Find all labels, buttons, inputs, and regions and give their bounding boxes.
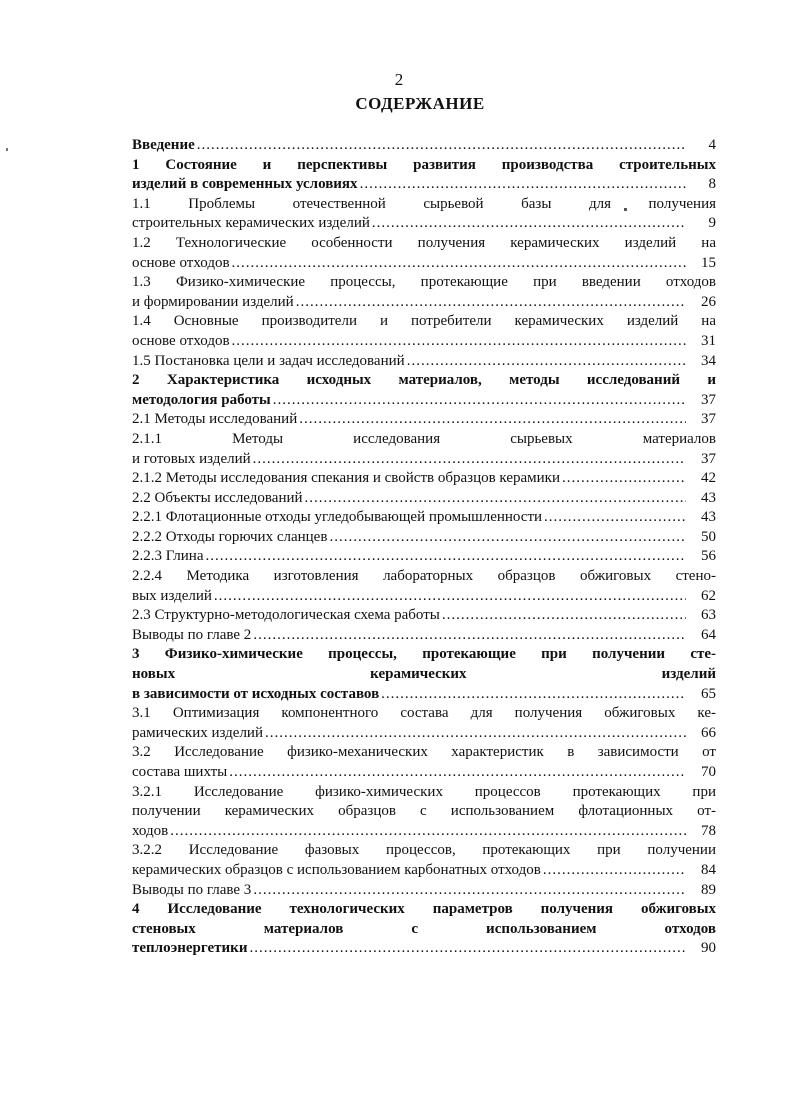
- toc-entry-line: 2 Характеристика исходных материалов, методы исследований и: [132, 372, 716, 389]
- toc-entry-last-line: [132, 547, 716, 567]
- dot-leader: [253, 626, 686, 646]
- toc-page-number: 66: [701, 724, 716, 741]
- toc-entry-line: новых керамических изделий: [132, 666, 716, 683]
- toc-page-number: 43: [701, 489, 716, 506]
- toc-entry-last-line: [132, 626, 716, 646]
- dot-leader: [253, 881, 686, 901]
- toc-entry-title: 2.2.3 Глина: [132, 548, 204, 565]
- toc-entry-title: ходов: [132, 822, 169, 839]
- toc-page-number: 26: [701, 293, 716, 310]
- toc-entry-title: Выводы по главе 3: [132, 881, 252, 898]
- dot-leader: [232, 332, 686, 352]
- toc-entry-title: 2.2.2 Отходы горючих сланцев: [132, 528, 328, 545]
- toc-page-number: 89: [701, 881, 716, 898]
- dot-leader: [265, 724, 686, 744]
- toc-entry: [132, 645, 716, 704]
- toc-entry: [132, 508, 716, 528]
- toc-entry-last-line: [132, 136, 716, 156]
- dot-leader: [232, 254, 686, 274]
- toc-entry-last-line: [132, 469, 716, 489]
- toc-page-number: 70: [701, 764, 716, 780]
- toc-entry-last-line: [132, 214, 716, 234]
- toc-entry: [132, 469, 716, 489]
- toc-entry: [132, 352, 716, 372]
- toc-page-number: 65: [701, 685, 716, 702]
- toc-entry-title: методология работы: [132, 391, 271, 408]
- toc-entry-line: 1 Состояние и перспективы развития производства строительных: [132, 156, 716, 173]
- toc-entry: [132, 136, 716, 156]
- toc-entry-last-line: [132, 450, 716, 470]
- toc-page-number: 15: [701, 254, 716, 271]
- toc-entry-last-line: [132, 587, 716, 607]
- toc-entry-line: 1.3 Физико-химические процессы, протекающие при введении отходов: [132, 274, 716, 291]
- toc-entry-last-line: [132, 606, 716, 626]
- toc-entry: [132, 312, 716, 351]
- dot-leader: [442, 606, 686, 626]
- toc-page-number: 84: [701, 861, 716, 878]
- toc-entry-title: рамических изделий: [132, 724, 263, 741]
- toc-entry-line: 3.2 Исследование физико-механических характеристик в зависимости от: [132, 744, 716, 761]
- dot-leader: [214, 587, 686, 607]
- page-number: 2: [394, 70, 404, 89]
- toc-entry: [132, 783, 716, 842]
- dot-leader: [562, 469, 686, 489]
- dot-leader: [299, 410, 686, 430]
- toc-entry: [132, 156, 716, 195]
- toc-entry-last-line: [132, 391, 716, 411]
- toc-entry: [132, 900, 716, 959]
- toc-entry: [132, 195, 716, 234]
- toc-entry-last-line: [132, 332, 716, 352]
- toc-entry-title: состава шихты: [132, 764, 228, 780]
- toc-entry-last-line: [132, 939, 716, 959]
- toc-entry-title: в зависимости от исходных составов: [132, 685, 380, 702]
- toc-entry: [132, 547, 716, 567]
- toc-entry-title: Выводы по главе 2: [132, 626, 252, 643]
- toc-entry-last-line: [132, 763, 716, 783]
- toc-entry-title: теплоэнергетики: [132, 940, 248, 957]
- toc-entry-title: 2.1 Методы исследований: [132, 411, 298, 428]
- toc-page-number: 62: [701, 587, 716, 604]
- toc-entry: [132, 881, 716, 901]
- scan-speck: [6, 148, 8, 151]
- toc-entry-line: 2.2.4 Методика изготовления лабораторных образцов обжиговых стено-: [132, 568, 716, 585]
- toc-entry-line: 4 Исследование технологических параметров получения обжиговых: [132, 901, 716, 918]
- toc-entry: [132, 743, 716, 782]
- toc-page-number: 78: [701, 822, 716, 839]
- toc-page-number: 31: [701, 332, 716, 349]
- toc-entry-line: 3.1 Оптимизация компонентного состава для получения обжиговых ке-: [132, 705, 716, 722]
- toc-page-number: 43: [701, 509, 716, 526]
- toc-entry-last-line: [132, 861, 716, 881]
- dot-leader: [329, 528, 686, 548]
- toc-entry-line: получении керамических образцов с использованием флотационных от-: [132, 803, 716, 820]
- dot-leader: [544, 508, 686, 528]
- toc-entry-title: основе отходов: [132, 254, 230, 271]
- toc-page-number: 37: [701, 411, 716, 428]
- toc-page-number: 63: [701, 607, 716, 624]
- toc-entry-last-line: [132, 254, 716, 274]
- toc-entry-line: 3.2.2 Исследование фазовых процессов, протекающих при получении: [132, 842, 716, 859]
- toc-entry-last-line: [132, 508, 716, 528]
- toc-entry: [132, 410, 716, 430]
- dot-leader: [206, 547, 687, 567]
- toc-entry-title: вых изделий: [132, 587, 212, 604]
- toc-entry-title: 2.3 Структурно-методологическая схема работы: [132, 607, 440, 624]
- dot-leader: [296, 293, 686, 313]
- toc-entry-last-line: [132, 293, 716, 313]
- dot-leader: [249, 939, 686, 959]
- dot-leader: [381, 685, 686, 705]
- toc-page-number: 64: [701, 626, 716, 643]
- toc-entry: [132, 528, 716, 548]
- toc-entry-line: 1.2 Технологические особенности получения керамических изделий на: [132, 234, 716, 251]
- toc-page-number: 4: [708, 137, 716, 153]
- toc-page-number: 37: [701, 450, 716, 467]
- toc-entry-title: 2.2.1 Флотационные отходы угледобывающей промышленности: [132, 509, 543, 526]
- dot-leader: [360, 175, 686, 195]
- toc-entry-last-line: [132, 175, 716, 195]
- toc-page-number: 56: [701, 548, 716, 565]
- dot-leader: [197, 136, 686, 156]
- dot-leader: [407, 352, 686, 372]
- toc-entry-last-line: [132, 881, 716, 901]
- toc-entry: [132, 704, 716, 743]
- toc-entry-title: 2.1.2 Методы исследования спекания и свойств образцов керамики: [132, 470, 560, 487]
- toc-entry-last-line: [132, 489, 716, 509]
- dot-leader: [372, 214, 686, 234]
- toc-entry-title: 1.5 Постановка цели и задач исследований: [132, 352, 405, 369]
- toc-page-number: 50: [701, 528, 716, 545]
- toc-entry: [132, 430, 716, 469]
- toc-page-number: 9: [708, 215, 716, 232]
- toc-entry-last-line: [132, 352, 716, 372]
- toc-entry-title: керамических образцов с использованием карбонатных отходов: [132, 861, 541, 878]
- toc-entry-title: изделий в современных условиях: [132, 176, 358, 193]
- toc-entry: [132, 234, 716, 273]
- dot-leader: [543, 861, 686, 881]
- toc-entry: [132, 606, 716, 626]
- toc-entry: [132, 841, 716, 880]
- toc-entry-last-line: [132, 410, 716, 430]
- toc-heading: СОДЕРЖАНИЕ: [355, 94, 485, 113]
- toc-entry-title: строительных керамических изделий: [132, 215, 370, 232]
- toc-entry-last-line: [132, 822, 716, 842]
- toc-page-number: 42: [701, 470, 716, 487]
- toc-entry-line: 3.2.1 Исследование физико-химических процессов протекающих при: [132, 783, 716, 800]
- dot-leader: [170, 822, 686, 842]
- dot-leader: [229, 763, 686, 783]
- table-of-contents: [132, 136, 716, 959]
- toc-entry: [132, 567, 716, 606]
- toc-entry-last-line: [132, 724, 716, 744]
- toc-entry-line: стеновых материалов с использованием отходов: [132, 920, 716, 937]
- dot-leader: [253, 450, 686, 470]
- dot-leader: [305, 489, 686, 509]
- toc-page-number: 90: [701, 940, 716, 957]
- toc-entry-title: и готовых изделий: [132, 450, 251, 467]
- toc-entry: [132, 273, 716, 312]
- toc-entry-title: и формировании изделий: [132, 293, 294, 310]
- dot-leader: [273, 391, 686, 411]
- toc-entry-title: 2.2 Объекты исследований: [132, 489, 303, 506]
- toc-entry-last-line: [132, 685, 716, 705]
- toc-entry: [132, 371, 716, 410]
- toc-entry: [132, 626, 716, 646]
- toc-entry-last-line: [132, 528, 716, 548]
- toc-entry-line: 1.4 Основные производители и потребители керамических изделий на: [132, 313, 716, 330]
- toc-entry-line: 3 Физико-химические процессы, протекающие при получении сте-: [132, 646, 716, 663]
- toc-page-number: 37: [701, 391, 716, 408]
- toc-entry: [132, 489, 716, 509]
- toc-page-number: 34: [701, 352, 716, 369]
- toc-entry-line: 2.1.1 Методы исследования сырьевых материалов: [132, 430, 716, 447]
- toc-page-number: 8: [708, 176, 716, 193]
- toc-entry-line: 1.1 Проблемы отечественной сырьевой базы для получения: [132, 195, 716, 212]
- toc-entry-title: основе отходов: [132, 332, 230, 349]
- toc-entry-title: Введение: [132, 137, 195, 153]
